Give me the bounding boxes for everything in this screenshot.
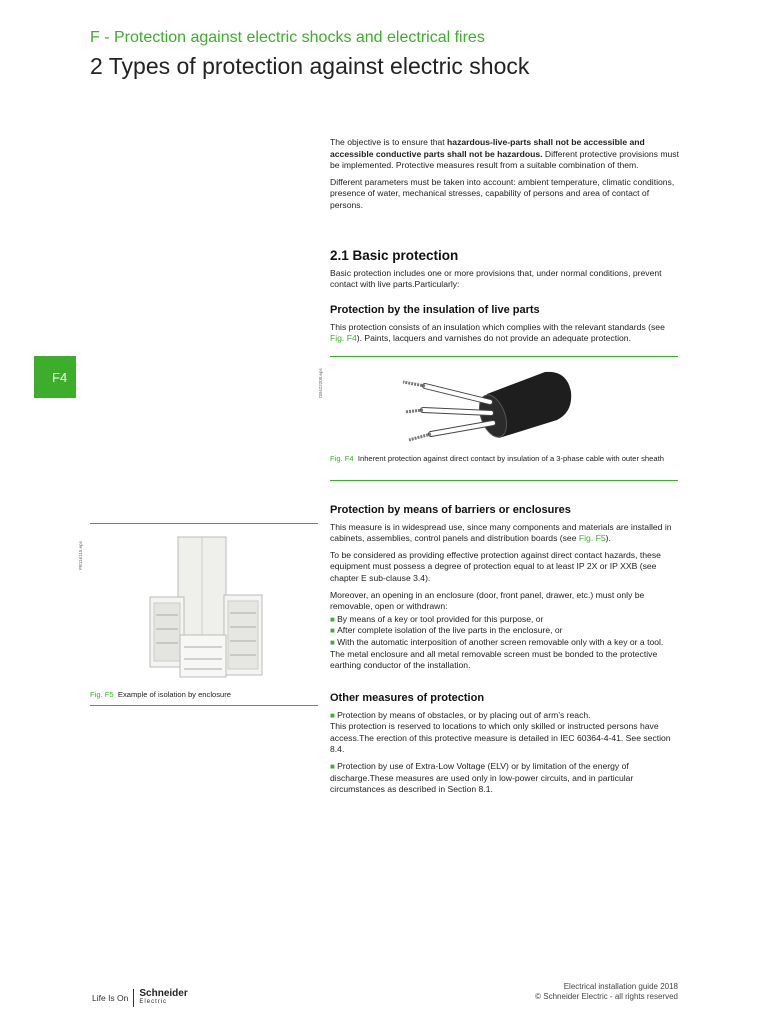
fig4-caption (330, 454, 678, 464)
insulation-paragraph (330, 322, 680, 345)
insulation-text-tail: ). Paints, lacquers and varnishes do not provide an adequate protection. (356, 333, 631, 344)
intro-text: The objective is to ensure that (330, 137, 448, 147)
bullet-text: By means of a key or tool provided for this purpose, or (337, 613, 544, 624)
fig4-reference-link[interactable]: Fig. F4 (330, 333, 357, 344)
bullet-square-icon: ■ (330, 761, 338, 771)
other-bullet-2 (330, 761, 680, 796)
bullet-square-icon: ■ (330, 710, 338, 720)
logo-brand: Schneider (139, 988, 188, 999)
bullet-square-icon: ■ (330, 614, 338, 624)
strand-1 (403, 382, 425, 386)
other-measures-section (330, 693, 680, 796)
fig4-bottom-rule (330, 480, 678, 481)
schneider-logo (92, 989, 188, 1007)
bullet-text: Protection by means of obstacles, or by placing out of arm’s reach. (337, 709, 591, 720)
logo-sub: Electric (139, 999, 168, 1005)
bullet-text: After complete isolation of the live parts in the enclosure, or (337, 625, 563, 636)
other-bullet-1 (330, 710, 680, 722)
fig4-code: DB422205.eps (318, 368, 323, 398)
barriers-text: This measure is in widespread use, since many components and materials are installed in cabinets, assemblies, control panels and distribution boards (see (330, 521, 672, 544)
strand-3 (409, 434, 431, 440)
barriers-paragraph-2: To be considered as providing effective protection against direct contact hazards, these equipment must possess a degree of protection equal to at least IP 2X or IP XXB (see chapter E sub-clause 3.4). (330, 549, 661, 583)
insulation-section (330, 305, 680, 350)
basic-paragraph: Basic protection includes one or more provisions that, under normal conditions, prevent contact with live parts.Particularly: (330, 267, 662, 290)
fig4-label: Fig. F4 (330, 454, 354, 463)
intro-section (330, 137, 680, 217)
intro-bold-text: hazardous-live-parts shall not be accessible and accessible conductive parts shall not be hazardous. (330, 137, 645, 159)
intro-text-tail: Different protective provisions must be implemented. Protective measures result from a suitable combination of them. (330, 148, 679, 171)
enclosure-cabinets-illustration (140, 535, 280, 685)
footer-text (535, 982, 678, 1002)
chapter-subtitle: F - Protection against electric shocks and electrical fires (90, 29, 485, 46)
section-heading-basic: 2.1 Basic protection (330, 248, 459, 263)
front-enclosure (180, 635, 226, 677)
barriers-bullet-2 (330, 625, 680, 637)
fig5-code: PB116115.eps (78, 541, 83, 570)
page-tab-label: F4 (52, 369, 68, 385)
bullet-square-icon: ■ (330, 637, 338, 647)
fig5-top-rule (90, 523, 318, 524)
fig5-label: Fig. F5 (90, 690, 114, 699)
bullet-square-icon: ■ (330, 626, 338, 636)
subheading-barriers: Protection by means of barriers or enclosures (330, 504, 571, 516)
subheading-insulation: Protection by the insulation of live parts (330, 304, 540, 316)
barriers-text-tail: ). (605, 533, 611, 544)
footer-copyright: © Schneider Electric - all rights reserved (535, 992, 678, 1001)
page-tab (34, 356, 76, 398)
bullet-text: With the automatic interposition of another screen removable only with a key or a tool. The metal enclosure and all metal removable screen must be bonded to the protective earthing conductor of the installation. (330, 636, 664, 671)
bullet-text: Protection by use of Extra-Low Voltage (ELV) or by limitation of the energy of discharge.These measures are used only in low-power circuits, and in particular circumstances as described in Section 8.1. (330, 760, 634, 795)
fig5-caption (90, 690, 318, 700)
fig5-reference-link[interactable]: Fig. F5 (578, 533, 606, 544)
logo-divider (133, 989, 134, 1007)
insulation-text: This protection consists of an insulation which complies with the relevant standards (see (330, 321, 665, 332)
barriers-paragraph-1 (330, 522, 680, 545)
intro-paragraph-2: Different parameters must be taken into account: ambient temperature, climatic conditions, presence of water, mechanical stresses, capability of persons and area of contact of persons. (330, 176, 675, 210)
fig4-caption-text: Inherent protection against direct contact by insulation of a 3-phase cable with outer sheath (357, 454, 664, 463)
page-title: 2 Types of protection against electric shock (90, 53, 530, 79)
logo-tagline: Life Is On (92, 993, 129, 1003)
intro-paragraph-1 (330, 137, 680, 172)
fig5-bottom-rule (90, 705, 318, 706)
footer-guide-title: Electrical installation guide 2018 (563, 982, 678, 991)
three-phase-cable-illustration (395, 358, 575, 450)
barriers-bullet-3 (330, 637, 680, 672)
fig4-top-rule (330, 356, 678, 357)
subheading-other-measures: Other measures of protection (330, 692, 485, 704)
barriers-bullet-1 (330, 614, 680, 626)
other-paragraph-1: This protection is reserved to locations to which only skilled or instructed persons have access.The erection of this protective measure is detailed in IEC 60364-4-41. See section 8.4. (330, 721, 671, 755)
barriers-paragraph-3: Moreover, an opening in an enclosure (door, front panel, drawer, etc.) must only be removable, open or withdrawn: (330, 589, 645, 612)
basic-protection-section (330, 250, 680, 296)
barriers-section (330, 505, 680, 672)
fig5-caption-text: Example of isolation by enclosure (117, 690, 231, 699)
